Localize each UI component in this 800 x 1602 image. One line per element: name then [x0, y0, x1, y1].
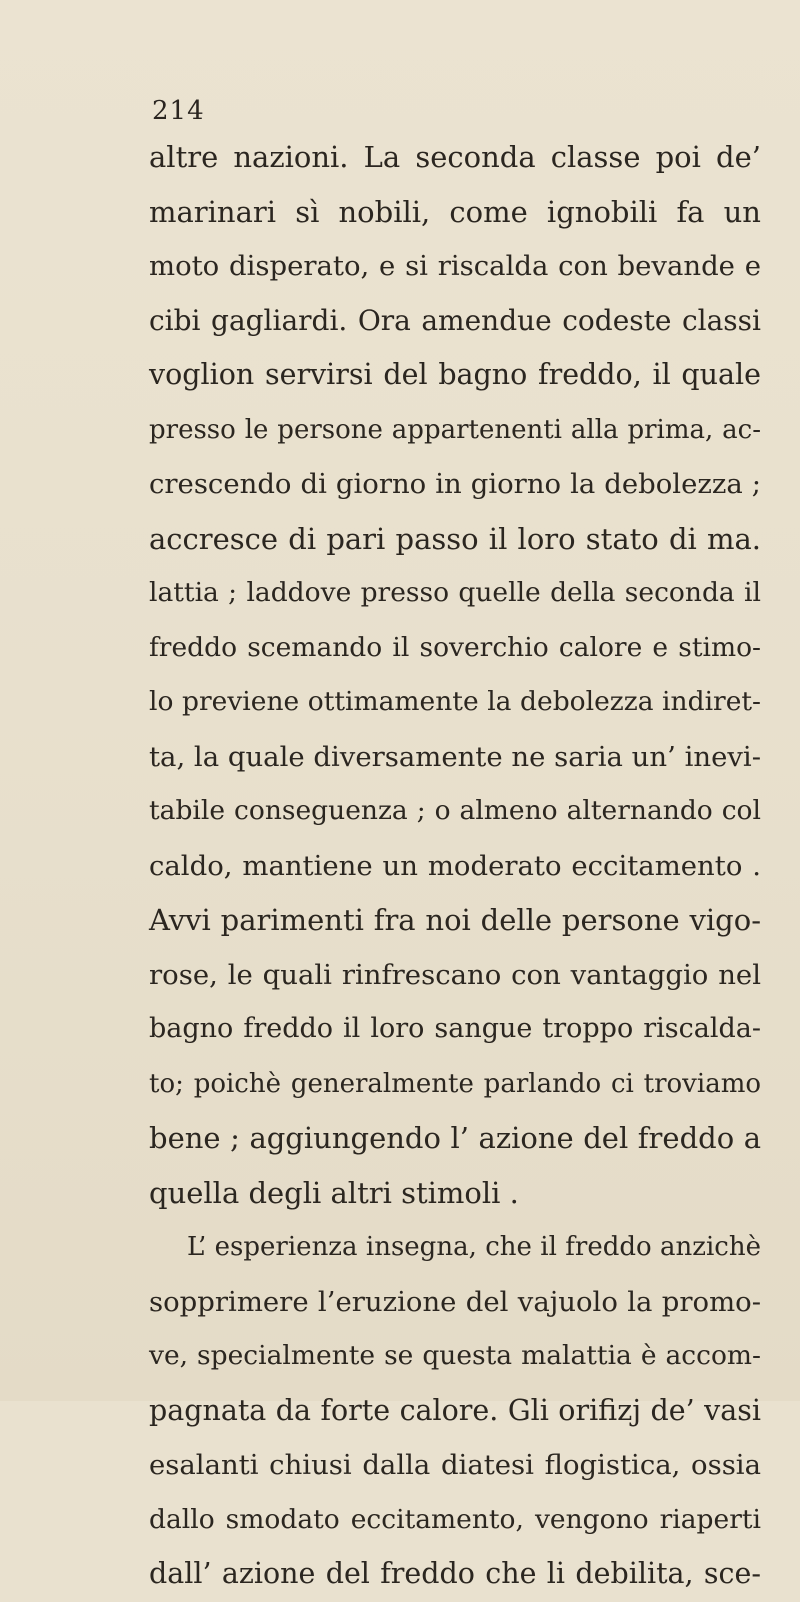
text-line: esalanti chiusi dalla diatesi flogistica, ossia [149, 1449, 761, 1481]
text-line: quella degli altri stimoli . [149, 1175, 519, 1210]
text-line: caldo, mantiene un moderato eccitamento . [149, 849, 761, 882]
text-line: freddo scemando il soverchio calore e stimo- [149, 631, 761, 663]
text-line: pagnata da forte calore. Gli orifizj de’ vasi [149, 1393, 761, 1427]
text-line: rose, le quali rinfrescano con vantaggio nel [149, 958, 761, 991]
text-line: ve, specialmente se questa malattia è accom- [149, 1340, 761, 1371]
text-line: marinari sì nobili, come ignobili fa un [149, 194, 761, 229]
text-line: crescendo di giorno in giorno la debolezza ; [149, 468, 761, 500]
text-line: accresce di pari passo il loro stato di ma. [149, 521, 761, 556]
text-line: altre nazioni. La seconda classe poi de’ [149, 140, 761, 174]
text-line: presso le persone appartenenti alla prima, ac- [149, 414, 761, 445]
text-line: Avvi parimenti fra noi delle persone vigo- [149, 903, 761, 937]
text-line: tabile conseguenza ; o almeno alternando col [149, 795, 761, 826]
text-line: cibi gagliardi. Ora amendue codeste classi [149, 303, 761, 337]
body-text [149, 130, 761, 1602]
text-line: sopprimere l’eruzione del vajuolo la promo- [149, 1285, 761, 1318]
text-line: to; poichè generalmente parlando ci troviamo [149, 1068, 761, 1099]
text-line: lo previene ottimamente la debolezza indiret- [149, 686, 761, 717]
text-line: ta, la quale diversamente ne saria un’ inevi- [149, 740, 761, 773]
text-line: L’ esperienza insegna, che il freddo anzichè [187, 1232, 761, 1262]
page-number: 214 [152, 96, 205, 126]
text-line: bene ; aggiungendo l’ azione del freddo a [149, 1121, 761, 1155]
text-line: dallo smodato eccitamento, vengono riaperti [149, 1503, 761, 1535]
text-line: bagno freddo il loro sangue troppo riscalda- [149, 1013, 761, 1044]
text-line: dall’ azione del freddo che li debilita, sce- [149, 1557, 761, 1590]
text-line: voglion servirsi del bagno freddo, il quale [149, 358, 761, 391]
text-line: moto disperato, e si riscalda con bevande e [149, 250, 761, 282]
text-line: lattia ; laddove presso quelle della seconda il [149, 577, 761, 608]
